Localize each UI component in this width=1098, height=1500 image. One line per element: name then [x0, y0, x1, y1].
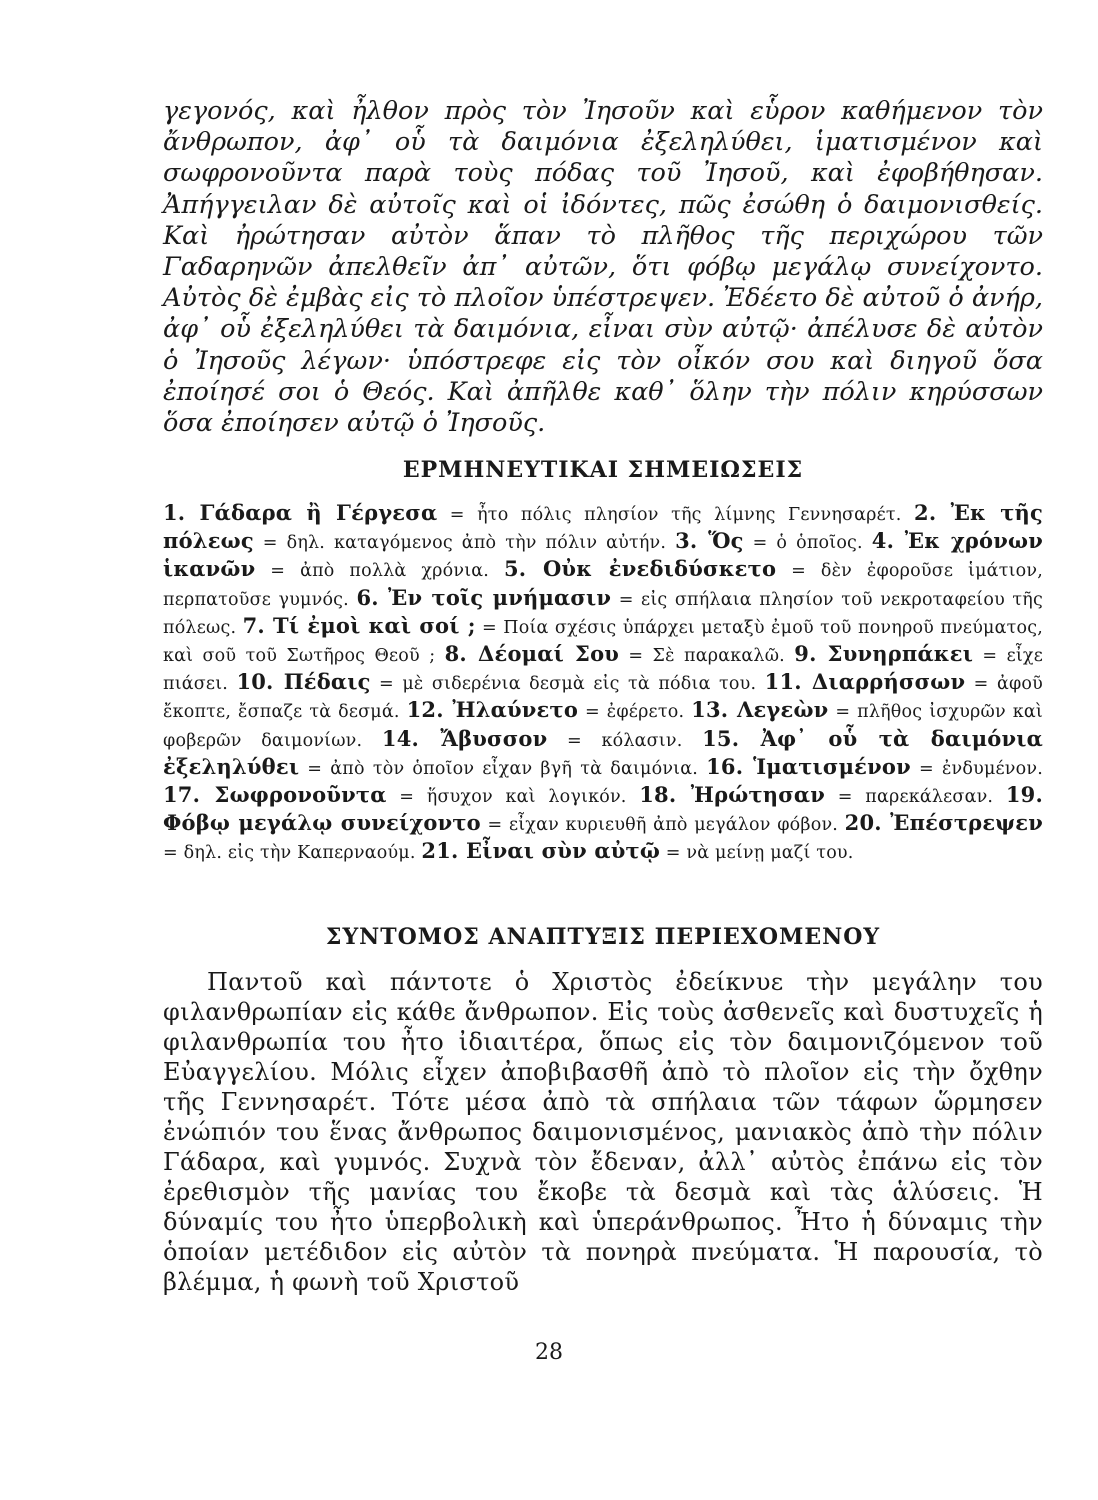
note-definition: = ἐφέρετο.	[578, 702, 692, 723]
note-definition: = ἦτο πόλις πλησίον τῆς λίμνης Γεννησαρέτ.	[437, 505, 915, 525]
note-term: 15. Ἀφ᾽ οὗ τὰ δαιμόνια ἐξεληλύθει	[163, 725, 1043, 779]
note-definition: = παρεκάλεσαν.	[825, 787, 1006, 808]
note-term: 16. Ἱματισμένον	[706, 753, 911, 779]
note-term: 1. Γάδαρα ἢ Γέργεσα	[163, 500, 438, 525]
note-term: 7. Τί ἐμοὶ καὶ σοί ;	[242, 612, 476, 638]
note-definition: = νὰ μείνῃ μαζί του.	[660, 843, 854, 864]
note-definition: = κόλασιν.	[547, 730, 703, 751]
explanatory-notes	[163, 500, 1043, 867]
note-item	[675, 529, 872, 553]
note-item	[706, 755, 1043, 779]
note-definition: = δηλ. εἰς τὴν Καπερναούμ.	[163, 843, 422, 864]
summary-paragraph: Παντοῦ καὶ πάντοτε ὁ Χριστὸς ἐδείκνυε τὴν μεγάλην του φιλανθρωπίαν εἰς κάθε ἄνθρωπον. Εἰς τοὺς ἀσθενεῖς καὶ δυστυχεῖς ἡ φιλανθρωπία του ἦτο ἰδιαιτέρα, ὅπως εἰς τὸν δαιμονιζόμενον τοῦ Εὐαγγελίου. Μόλις εἶχεν ἀποβιβασθῆ ἀπὸ τὸ πλοῖον εἰς τὴν ὄχθην τῆς Γεννησαρέτ. Τότε μέσα ἀπὸ τὰ σπήλαια τῶν τάφων ὥρμησεν ἐνώπιόν του ἕνας ἄνθρωπος δαιμονισμένος, μανιακὸς ἀπὸ τὴν πόλιν Γάδαρα, καὶ γυμνός. Συχνὰ τὸν ἔδεναν, ἀλλ᾽ αὐτὸς ἐπάνω εἰς τὸν ἐρεθισμὸν τῆς μανίας του ἔκοβε τὰ δεσμὰ καὶ τὰς ἁλύσεις. Ἡ δύναμίς του ἦτο ὑπερβολικὴ καὶ ὑπεράνθρωπος. Ἦτο ἡ δύναμις τὴν ὁποίαν μετέδιδον εἰς αὐτὸν τὰ πονηρὰ πνεύματα. Ἡ παρουσία, τὸ βλέμμα, ἡ φωνὴ τοῦ Χριστοῦ	[163, 968, 1043, 1296]
note-definition: = ἐνδυμένον.	[910, 758, 1043, 779]
note-item	[639, 783, 1006, 807]
note-definition: = ἀφοῦ ἔκοπτε, ἔσπαζε τὰ δεσμά.	[163, 674, 1044, 723]
notes-heading: ΕΡΜΗΝΕΥΤΙΚΑΙ ΣΗΜΕΙΩΣΕΙΣ	[402, 457, 804, 483]
note-term: 20. Ἐπέστρεψεν	[844, 810, 1043, 836]
note-item	[236, 670, 764, 694]
note-term: 2. Ἐκ τῆς πόλεως	[163, 500, 1043, 554]
note-definition: = μὲ σιδερένια δεσμὰ εἰς τὰ πόδια του.	[370, 674, 765, 695]
note-definition: = ἀπὸ τὸν ὁποῖον εἶχαν βγῆ τὰ δαιμόνια.	[299, 758, 707, 779]
note-term: 12. Ἠλαύνετο	[406, 697, 579, 723]
summary-heading: ΣΥΝΤΟΜΟΣ ΑΝΑΠΤΥΞΙΣ ΠΕΡΙΕΧΟΜΕΝΟΥ	[325, 924, 881, 950]
note-definition: = ἀπὸ πολλὰ χρόνια.	[255, 561, 504, 582]
note-definition: = ἥσυχον καὶ λογικόν.	[386, 787, 640, 808]
note-term: 18. Ἠρώτησαν	[639, 782, 826, 808]
note-definition: = Σὲ παρακαλῶ.	[619, 646, 795, 667]
note-definition: = δηλ. καταγόμενος ἀπὸ τὴν πόλιν αὐτήν.	[253, 533, 676, 554]
note-term: 8. Δέομαί Σου	[444, 641, 620, 667]
note-term: 5. Οὐκ ἐνεδιδύσκετο	[503, 556, 777, 582]
note-definition: = εἶχαν κυριευθῆ ἀπὸ μεγάλον φόβον.	[480, 815, 845, 836]
note-item	[445, 642, 795, 666]
note-item	[407, 698, 692, 722]
note-item	[163, 501, 914, 525]
note-definition: = εἰς σπήλαια πλησίον τοῦ νεκροταφείου τῆς πόλεως.	[163, 589, 1043, 638]
note-item	[382, 727, 702, 751]
note-term: 3. Ὅς	[675, 528, 744, 554]
note-definition: = εἶχε πιάσει.	[163, 646, 1043, 695]
page-number: 28	[535, 1340, 563, 1365]
note-term: 10. Πέδαις	[236, 669, 371, 695]
note-item	[421, 839, 853, 863]
note-term: 21. Εἶναι σὺν αὐτῷ	[421, 838, 661, 864]
note-term: 14. Ἄβυσσον	[381, 725, 548, 751]
note-term: 6. Ἐν τοῖς μνήμασιν	[356, 584, 612, 610]
note-term: 17. Σωφρονοῦντα	[163, 782, 387, 808]
note-definition: = Ποία σχέσις ὑπάρχει μεταξὺ ἐμοῦ τοῦ πονηροῦ πνεύματος, καὶ σοῦ τοῦ Σωτῆρος Θεοῦ ;	[163, 617, 1043, 667]
note-term: 11. Διαρρήσσων	[764, 669, 966, 695]
note-term: 9. Συνηρπάκει	[794, 641, 974, 667]
note-item	[163, 783, 639, 807]
note-definition: = δὲν ἐφοροῦσε ἱμάτιον, περπατοῦσε γυμνός.	[163, 561, 1043, 610]
note-definition: = ὁ ὁποῖος.	[743, 533, 872, 554]
note-definition: = πλῆθος ἰσχυρῶν καὶ φοβερῶν δαιμονίων.	[163, 702, 1043, 751]
note-term: 19. Φόβῳ μεγάλῳ συνείχοντο	[163, 782, 1044, 836]
note-term: 4. Ἐκ χρόνων ἱκανῶν	[163, 528, 1043, 582]
note-term: 13. Λεγεὼν	[691, 697, 829, 723]
scripture-passage: γεγονός, καὶ ἦλθον πρὸς τὸν Ἰησοῦν καὶ εὗρον καθήμενον τὸν ἄνθρωπον, ἀφ᾽ οὗ τὰ δαιμόνια ἐξεληλύθει, ἱματισμένον καὶ σωφρονοῦντα παρὰ τοὺς πόδας τοῦ Ἰησοῦ, καὶ ἐφοβήθησαν. Ἀπήγγειλαν δὲ αὐτοῖς καὶ οἱ ἰδόντες, πῶς ἐσώθη ὁ δαιμονισθείς. Καὶ ἠρώτησαν αὐτὸν ἅπαν τὸ πλῆθος τῆς περιχώρου τῶν Γαδαρηνῶν ἀπελθεῖν ἀπ᾽ αὐτῶν, ὅτι φόβῳ μεγάλῳ συνείχοντο. Αὐτὸς δὲ ἐμβὰς εἰς τὸ πλοῖον ὑπέστρεψεν. Ἐδέετο δὲ αὐτοῦ ὁ ἀνήρ, ἀφ᾽ οὗ ἐξεληλύθει τὰ δαιμόνια, εἶναι σὺν αὐτῷ· ἀπέλυσε δὲ αὐτὸν ὁ Ἰησοῦς λέγων· ὑπόστρεφε εἰς τὸν οἶκόν σου καὶ διηγοῦ ὅσα ἐποίησέ σοι ὁ Θεός. Καὶ ἀπῆλθε καθ᾽ ὅλην τὴν πόλιν κηρύσσων ὅσα ἐποίησεν αὐτῷ ὁ Ἰησοῦς.	[163, 96, 1043, 439]
